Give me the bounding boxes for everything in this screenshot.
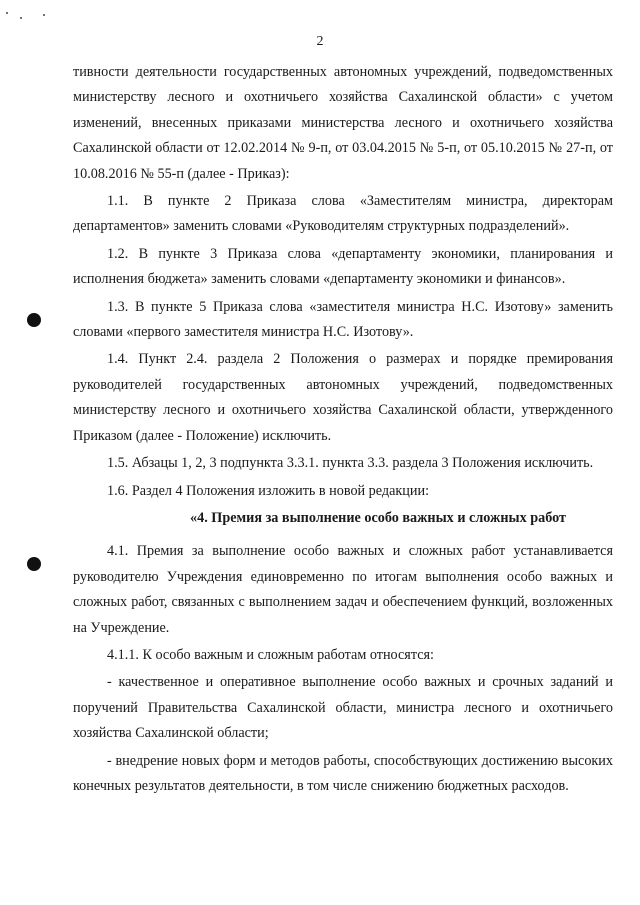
- paragraph-continuation: тивности деятельности государственных автономных учреждений, подведомственных министерству лесного и охотничьего хозяйства Сахалинской области» с учетом изменений, внесенных приказами министерства лесного и охотничьего хозяйства Сахалинской области от 12.02.2014 № 9-п, от 03.04.2015 № 5-п, от 05.10.2015 № 27-п, от 10.08.2016 № 55-п (далее - Приказ):: [73, 64, 613, 182]
- paragraph-item-1-5: 1.5. Абзацы 1, 2, 3 подпункта 3.3.1. пункта 3.3. раздела 3 Положения исключить.: [107, 455, 594, 472]
- paragraph-item-4-1: 4.1. Премия за выполнение особо важных и сложных работ устанавливается руководителю Учреждения единовременно по итогам выполнения особо важных и сложных работ, связанных с выполнением задач и обеспечением функций, возложенных на Учреждение.: [73, 543, 613, 636]
- paragraph-item-1-2: 1.2. В пункте 3 Приказа слова «департаменту экономики, планирования и исполнения бюджета» заменить словами «департаменту экономики и финансов».: [73, 245, 613, 288]
- document-body: [73, 60, 613, 799]
- scan-speck: [20, 17, 22, 19]
- paragraph-bullet-2: - внедрение новых форм и методов работы, способствующих достижению высоких конечных результатов деятельности, в том числе снижению бюджетных расходов.: [73, 752, 613, 794]
- paragraph-item-1-1: 1.1. В пункте 2 Приказа слова «Заместителям министра, директорам департаментов» заменить словами «Руководителям структурных подразделений».: [73, 193, 613, 235]
- paragraph-item-1-6: 1.6. Раздел 4 Положения изложить в новой редакции:: [107, 482, 430, 499]
- paragraph-item-4-1-1: 4.1.1. К особо важным и сложным работам относятся:: [107, 646, 434, 663]
- paragraph-item-1-3: 1.3. В пункте 5 Приказа слова «заместителя министра Н.С. Изотову» заменить словами «первого заместителя министра Н.С. Изотову».: [73, 298, 613, 341]
- section-4-heading: «4. Премия за выполнение особо важных и сложных работ: [190, 509, 566, 526]
- punch-hole: [27, 313, 41, 327]
- punch-hole: [27, 557, 41, 571]
- page-number: 2: [316, 34, 324, 49]
- scan-speck: [6, 12, 8, 14]
- paragraph-item-1-4: 1.4. Пункт 2.4. раздела 2 Положения о размерах и порядке премирования руководителей государственных автономных учреждений, подведомственных министерству лесного и охотничьего хозяйства Сахалинской области, утвержденного Приказом (далее - Положение) исключить.: [73, 351, 613, 444]
- scan-speck: [43, 14, 45, 16]
- paragraph-bullet-1: - качественное и оперативное выполнение особо важных и срочных заданий и поручений Правительства Сахалинской области, министра лесного и охотничьего хозяйства Сахалинской области;: [73, 674, 613, 742]
